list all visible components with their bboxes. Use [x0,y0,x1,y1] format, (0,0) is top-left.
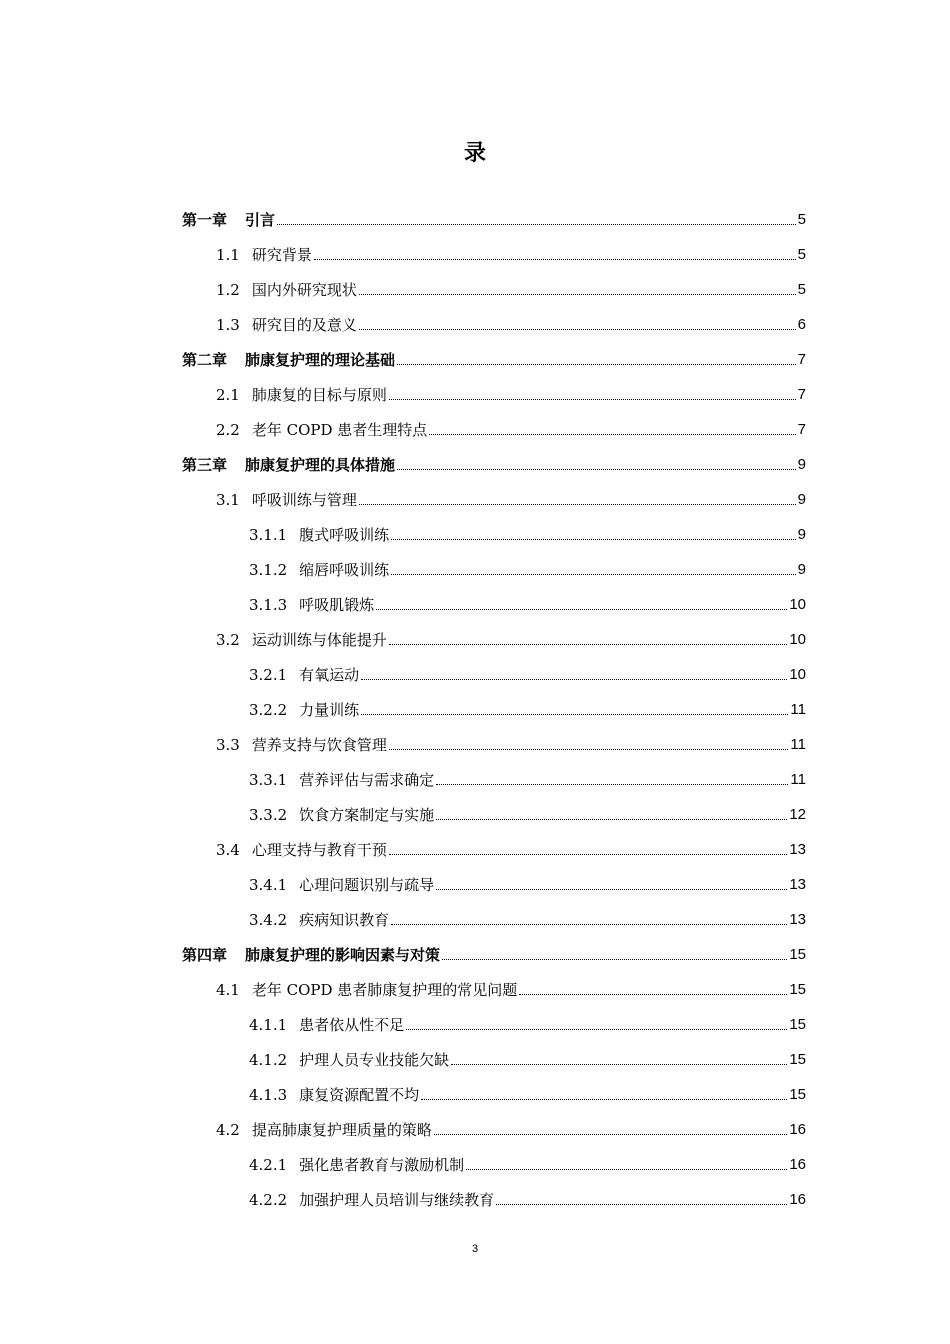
toc-entry-number: 2.2 [216,421,240,439]
toc-entry-subsection[interactable] [249,1010,806,1036]
toc-entry-title: 康复资源配置不均 [299,1086,420,1104]
toc-entry-page: 13 [789,911,806,928]
toc-entry-subsection[interactable] [249,520,806,546]
toc-entry-title: 老年 COPD 患者生理特点 [251,421,428,439]
toc-leader-dots [389,749,789,750]
toc-entry-number: 1.3 [216,316,240,334]
toc-entry-page: 15 [789,981,806,998]
toc-entry-title: 强化患者教育与激励机制 [299,1156,465,1174]
toc-entry-number: 3.1.2 [249,561,288,579]
toc-entry-page: 12 [789,806,806,823]
toc-entry-page: 7 [797,386,806,403]
toc-entry-number: 3.3.2 [249,806,288,824]
toc-entry-section[interactable] [216,1115,806,1141]
toc-entry-number: 第一章 [182,211,228,229]
toc-entry-subsection[interactable] [249,555,806,581]
toc-entry-number: 3.4.2 [249,911,288,929]
toc-entry-title: 缩唇呼吸训练 [299,561,390,579]
toc-leader-dots [442,959,787,960]
toc-entry-subsection[interactable] [249,765,806,791]
toc-leader-dots [359,504,796,505]
toc-leader-dots [466,1169,787,1170]
toc-leader-dots [519,994,787,995]
toc-entry-title: 呼吸训练与管理 [251,491,357,509]
toc-entry-page: 7 [797,351,806,368]
toc-entry-section[interactable] [216,485,806,511]
toc-entry-title: 饮食方案制定与实施 [299,806,435,824]
toc-entry-section[interactable] [216,415,806,441]
toc-entry-title: 护理人员专业技能欠缺 [299,1051,450,1069]
toc-entry-section[interactable] [216,275,806,301]
toc-entry-title: 有氧运动 [299,666,360,684]
toc-entry-number: 第三章 [182,456,228,474]
toc-entry-page: 9 [797,491,806,508]
toc-leader-dots [389,644,787,645]
toc-entry-number: 2.1 [216,386,240,404]
toc-entry-page: 10 [789,631,806,648]
toc-leader-dots [359,329,796,330]
toc-leader-dots [389,399,796,400]
toc-entry-page: 10 [789,596,806,613]
toc-leader-dots [277,224,796,225]
toc-entry-number: 4.2.2 [249,1191,288,1209]
toc-leader-dots [496,1204,787,1205]
toc-entry-page: 16 [789,1156,806,1173]
toc-entry-subsection[interactable] [249,870,806,896]
toc-leader-dots [436,784,788,785]
toc-entry-subsection[interactable] [249,1045,806,1071]
toc-entry-page: 15 [789,946,806,963]
toc-entry-title: 老年 COPD 患者肺康复护理的常见问题 [251,981,518,999]
toc-entry-page: 15 [789,1051,806,1068]
toc-entry-section[interactable] [216,625,806,651]
toc-entry-page: 5 [797,246,806,263]
toc-leader-dots [391,574,795,575]
toc-leader-dots [361,679,787,680]
toc-leader-dots [451,1064,787,1065]
toc-entry-subsection[interactable] [249,905,806,931]
toc-entry-number: 4.2 [216,1121,240,1139]
toc-entry-title: 营养评估与需求确定 [299,771,435,789]
toc-entry-chapter[interactable] [182,450,806,476]
toc-entry-number: 3.1.1 [249,526,288,544]
toc-entry-subsection[interactable] [249,660,806,686]
toc-entry-number: 1.2 [216,281,240,299]
toc-entry-title: 肺康复护理的具体措施 [245,456,396,474]
toc-entry-number: 4.1.2 [249,1051,288,1069]
toc-leader-dots [406,1029,787,1030]
toc-entry-subsection[interactable] [249,1080,806,1106]
toc-entry-title: 心理问题识别与疏导 [299,876,435,894]
toc-entry-page: 11 [790,771,806,788]
toc-entry-section[interactable] [216,835,806,861]
toc-leader-dots [429,434,795,435]
toc-entry-page: 7 [797,421,806,438]
toc-leader-dots [397,364,796,365]
toc-entry-page: 11 [790,701,806,718]
toc-entry-number: 3.2 [216,631,240,649]
page-number: 3 [471,1243,479,1255]
toc-entry-number: 4.1.1 [249,1016,288,1034]
toc-entry-page: 15 [789,1016,806,1033]
toc-leader-dots [359,294,796,295]
toc-entry-page: 9 [797,526,806,543]
toc-entry-page: 16 [789,1121,806,1138]
toc-leader-dots [391,924,787,925]
toc-entry-number: 第二章 [182,351,228,369]
toc-entry-title: 患者依从性不足 [299,1016,405,1034]
toc-entry-number: 4.1.3 [249,1086,288,1104]
toc-entry-number: 1.1 [216,246,240,264]
toc-entry-number: 3.1.3 [249,596,288,614]
toc-entry-page: 13 [789,876,806,893]
toc-entry-number: 3.4 [216,841,240,859]
toc-entry-number: 3.2.2 [249,701,288,719]
toc-entry-title: 腹式呼吸训练 [299,526,390,544]
toc-entry-number: 3.3 [216,736,240,754]
toc-leader-dots [389,854,787,855]
toc-entry-title: 提高肺康复护理质量的策略 [251,1121,432,1139]
toc-entry-subsection[interactable] [249,590,806,616]
toc-entry-section[interactable] [216,240,806,266]
toc-entry-title: 国内外研究现状 [251,281,357,299]
toc-entry-chapter[interactable] [182,345,806,371]
toc-entry-title: 引言 [245,211,276,229]
toc-entry-subsection[interactable] [249,695,806,721]
toc-entry-number: 第四章 [182,946,228,964]
toc-leader-dots [421,1099,787,1100]
toc-entry-number: 3.1 [216,491,240,509]
toc-entry-subsection[interactable] [249,1185,806,1211]
toc-leader-dots [314,259,796,260]
toc-leader-dots [434,1134,787,1135]
toc-entry-title: 呼吸肌锻炼 [299,596,375,614]
toc-leader-dots [436,889,787,890]
toc-entry-page: 9 [797,561,806,578]
toc-entry-page: 5 [797,281,806,298]
toc-entry-chapter[interactable] [182,940,806,966]
toc-entry-title: 研究背景 [251,246,312,264]
toc-entry-page: 13 [789,841,806,858]
toc-leader-dots [376,609,787,610]
toc-entry-section[interactable] [216,730,806,756]
toc-entry-number: 4.1 [216,981,240,999]
toc-entry-page: 11 [790,736,806,753]
toc-entry-section[interactable] [216,380,806,406]
toc-entry-title: 力量训练 [299,701,360,719]
toc-entry-title: 肺康复护理的影响因素与对策 [245,946,441,964]
toc-entry-page: 5 [797,211,806,228]
toc-entry-page: 10 [789,666,806,683]
toc-leader-dots [391,539,795,540]
toc-entry-chapter[interactable] [182,205,806,231]
toc-entry-subsection[interactable] [249,800,806,826]
toc-leader-dots [361,714,788,715]
toc-entry-number: 3.2.1 [249,666,288,684]
toc-entry-page: 6 [797,316,806,333]
toc-entry-number: 4.2.1 [249,1156,288,1174]
page-title: 录 [463,141,486,166]
toc-entry-section[interactable] [216,310,806,336]
toc-entry-page: 16 [789,1191,806,1208]
toc-entry-title: 疾病知识教育 [299,911,390,929]
toc-entry-title: 加强护理人员培训与继续教育 [299,1191,495,1209]
toc-entry-title: 心理支持与教育干预 [251,841,387,859]
toc-leader-dots [397,469,796,470]
toc-entry-number: 3.3.1 [249,771,288,789]
toc-entry-section[interactable] [216,975,806,1001]
toc-entry-title: 肺康复的目标与原则 [251,386,387,404]
toc-entry-title: 运动训练与体能提升 [251,631,387,649]
toc-entry-page: 15 [789,1086,806,1103]
toc-entry-page: 9 [797,456,806,473]
toc-entry-title: 营养支持与饮食管理 [251,736,387,754]
toc-entry-subsection[interactable] [249,1150,806,1176]
toc-leader-dots [436,819,787,820]
toc-entry-title: 研究目的及意义 [251,316,357,334]
toc-entry-title: 肺康复护理的理论基础 [245,351,396,369]
toc-entry-number: 3.4.1 [249,876,288,894]
